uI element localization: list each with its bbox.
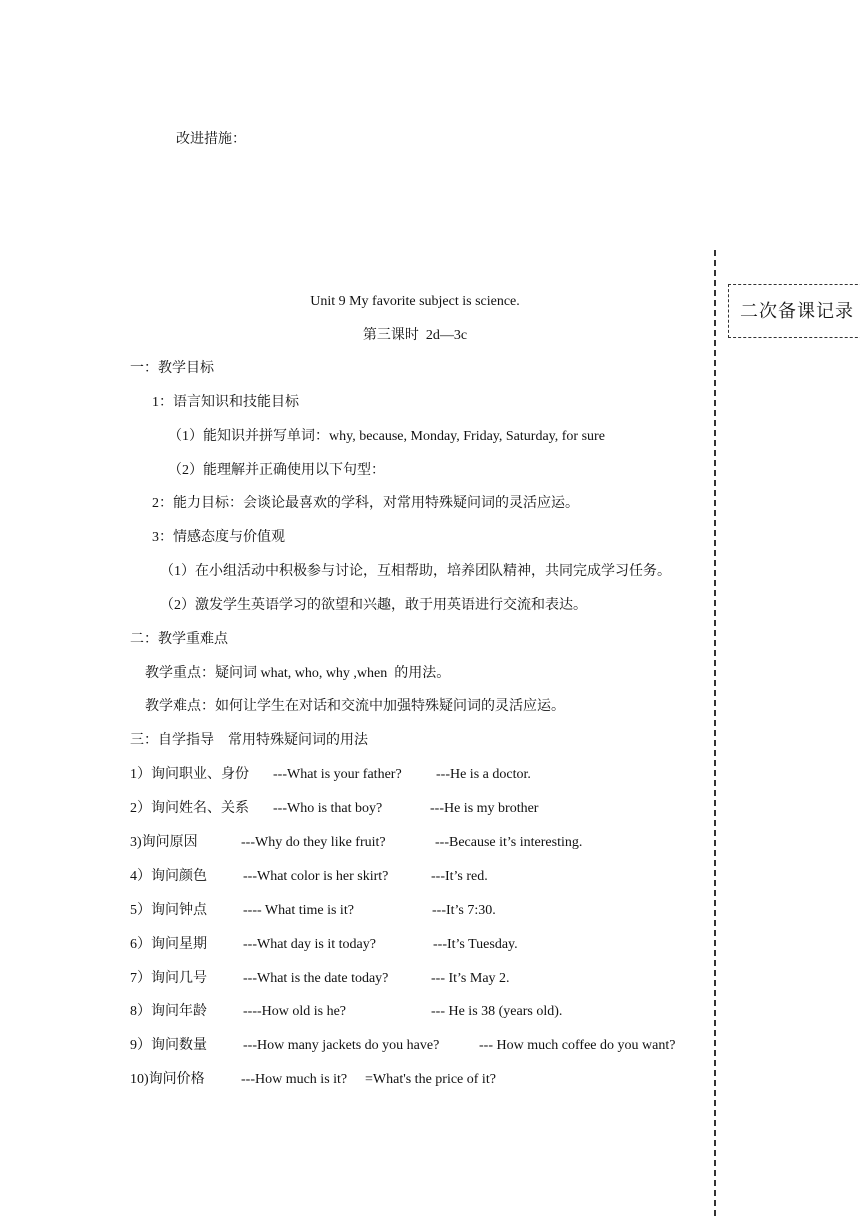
question-row-question: ---What day is it today? bbox=[243, 937, 376, 952]
objective-1-sub-2: （2）能理解并正确使用以下句型： bbox=[168, 463, 385, 478]
section-keypoints-title: 二：教学重难点 bbox=[130, 632, 228, 647]
objective-1-sub-1: （1）能知识并拼写单词：why, because, Monday, Friday, Saturday, for sure bbox=[168, 429, 605, 444]
question-row-label: 8）询问年龄 bbox=[130, 1004, 207, 1019]
question-row-question: ---Why do they like fruit? bbox=[241, 835, 386, 850]
question-row-answer: ---It’s red. bbox=[431, 869, 488, 884]
objective-3-sub-1: （1）在小组活动中积极参与讨论，互相帮助，培养团队精神，共同完成学习任务。 bbox=[160, 564, 671, 579]
section-objectives-title: 一：教学目标 bbox=[130, 361, 214, 376]
question-row-label: 1）询问职业、身份 bbox=[130, 767, 249, 782]
question-row-question: ---Who is that boy? bbox=[273, 801, 383, 816]
question-row-answer: --- How much coffee do you want? bbox=[479, 1038, 676, 1053]
question-row-label: 3)询问原因 bbox=[130, 835, 198, 850]
question-row-question: ---What is your father? bbox=[273, 767, 402, 782]
question-row-label: 2）询问姓名、关系 bbox=[130, 801, 249, 816]
objective-3-sub-2: （2）激发学生英语学习的欲望和兴趣，敢于用英语进行交流和表达。 bbox=[160, 598, 587, 613]
question-row-label: 6）询问星期 bbox=[130, 937, 207, 952]
question-row-question: ---How many jackets do you have? bbox=[243, 1038, 440, 1053]
question-row-answer: ---It’s 7:30. bbox=[432, 903, 496, 918]
lesson-label: 第三课时 2d—3c bbox=[362, 328, 468, 343]
question-row-label: 10)询问价格 bbox=[130, 1072, 205, 1087]
question-row-answer: --- He is 38 (years old). bbox=[431, 1004, 563, 1019]
question-row-answer: ---Because it’s interesting. bbox=[435, 835, 583, 850]
objective-3: 3：情感态度与价值观 bbox=[152, 530, 285, 545]
objective-1: 1：语言知识和技能目标 bbox=[152, 395, 299, 410]
secondary-notes-label: 二次备课记录 bbox=[740, 301, 854, 322]
question-row-answer: --- It’s May 2. bbox=[431, 971, 510, 986]
question-row-question: ---- What time is it? bbox=[243, 903, 354, 918]
margin-divider bbox=[714, 250, 716, 1216]
difficult-point: 教学难点：如何让学生在对话和交流中加强特殊疑问词的灵活应运。 bbox=[145, 699, 565, 714]
question-row-answer: ---It’s Tuesday. bbox=[433, 937, 518, 952]
section-guide-title: 三：自学指导 常用特殊疑问词的用法 bbox=[130, 733, 368, 748]
objective-2: 2：能力目标：会谈论最喜欢的学科，对常用特殊疑问词的灵活应运。 bbox=[152, 496, 579, 511]
question-row-answer: ---He is a doctor. bbox=[436, 767, 531, 782]
improvement-label: 改进措施： bbox=[176, 132, 246, 147]
key-point: 教学重点：疑问词 what, who, why ,when 的用法。 bbox=[145, 666, 451, 681]
question-row-question: ---What is the date today? bbox=[243, 971, 389, 986]
question-row-answer: =What's the price of it? bbox=[365, 1072, 496, 1087]
doc-title: Unit 9 My favorite subject is science. bbox=[310, 294, 520, 309]
question-row-question: ---How much is it? bbox=[241, 1072, 348, 1087]
question-row-label: 4）询问颜色 bbox=[130, 869, 207, 884]
question-row-question: ---What color is her skirt? bbox=[243, 869, 389, 884]
question-row-label: 9）询问数量 bbox=[130, 1038, 207, 1053]
question-row-question: ----How old is he? bbox=[243, 1004, 347, 1019]
question-row-answer: ---He is my brother bbox=[430, 801, 539, 816]
question-row-label: 7）询问几号 bbox=[130, 971, 207, 986]
question-row-label: 5）询问钟点 bbox=[130, 903, 207, 918]
